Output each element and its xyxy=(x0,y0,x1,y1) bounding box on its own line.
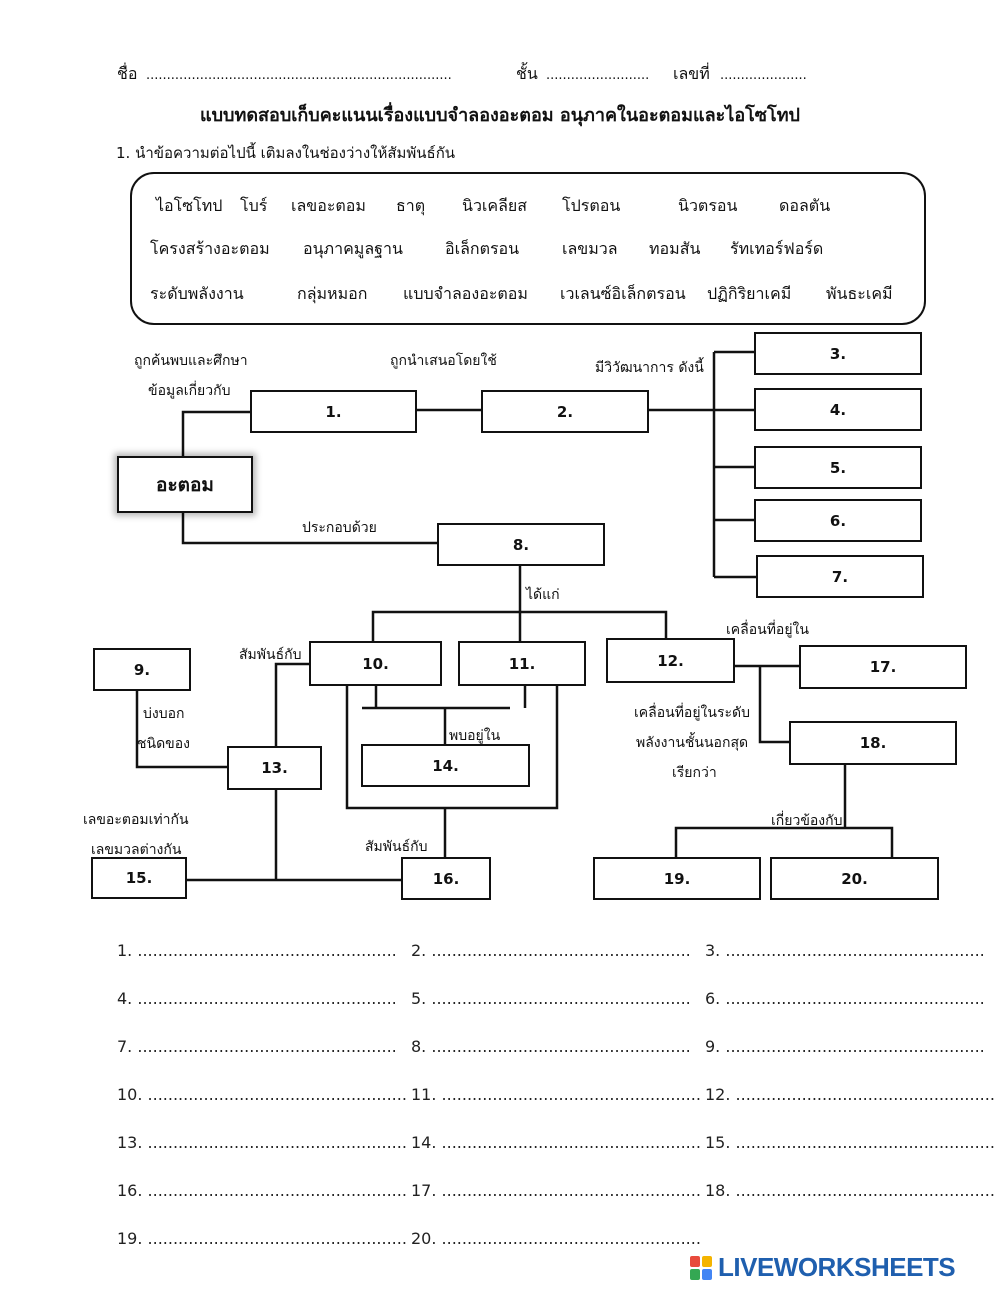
answer-line-3[interactable]: 3. ................................................... xyxy=(705,941,985,960)
word-item: ระดับพลังงาน xyxy=(150,284,244,303)
word-item: ธาตุ xyxy=(396,196,426,215)
answer-line-12[interactable]: 12. ................................................... xyxy=(705,1085,995,1104)
name-blank[interactable]: .......................................................................... xyxy=(146,68,452,83)
answer-line-17[interactable]: 17. ................................................... xyxy=(411,1181,701,1200)
word-item: เลขอะตอม xyxy=(291,196,366,215)
blank-box-20[interactable]: 20. xyxy=(770,857,939,900)
label-proposed: ถูกนำเสนอโดยใช้ xyxy=(390,353,497,369)
blank-box-17[interactable]: 17. xyxy=(799,645,967,689)
label-include: ได้แก่ xyxy=(526,587,560,603)
word-item: นิวเคลียส xyxy=(462,196,528,215)
instruction: 1. นำข้อความต่อไปนี้ เติมลงในช่องว่างให้สัมพันธ์กัน xyxy=(116,144,456,162)
answer-line-19[interactable]: 19. ................................................... xyxy=(117,1229,407,1248)
label-relates-16: สัมพันธ์กับ xyxy=(365,839,428,855)
number-label: เลขที่ xyxy=(673,64,710,83)
word-item: รัทเทอร์ฟอร์ด xyxy=(730,239,824,258)
word-item: พันธะเคมี xyxy=(826,284,893,303)
label-outer-3: เรียกว่า xyxy=(672,765,717,781)
word-item: อิเล็กตรอน xyxy=(445,239,520,258)
blank-box-1[interactable]: 1. xyxy=(250,390,417,433)
word-item: เลขมวล xyxy=(562,239,618,258)
label-different-mass: เลขมวลต่างกัน xyxy=(91,842,182,858)
blank-box-2[interactable]: 2. xyxy=(481,390,649,433)
word-item: อนุภาคมูลฐาน xyxy=(303,239,403,258)
logo-text: LIVEWORKSHEETS xyxy=(718,1252,956,1282)
logo-icon xyxy=(690,1256,712,1280)
blank-box-3[interactable]: 3. xyxy=(754,332,922,375)
word-item: ไอโซโทป xyxy=(156,196,223,215)
blank-box-16[interactable]: 16. xyxy=(401,857,491,900)
answer-line-6[interactable]: 6. ................................................... xyxy=(705,989,985,1008)
blank-box-13[interactable]: 13. xyxy=(227,746,322,790)
answer-line-10[interactable]: 10. ................................................... xyxy=(117,1085,407,1104)
blank-box-14[interactable]: 14. xyxy=(361,744,530,787)
blank-box-5[interactable]: 5. xyxy=(754,446,922,489)
answer-line-8[interactable]: 8. ................................................... xyxy=(411,1037,691,1056)
answer-line-9[interactable]: 9. ................................................... xyxy=(705,1037,985,1056)
class-blank[interactable]: ......................... xyxy=(546,68,650,83)
answer-line-18[interactable]: 18. ................................................... xyxy=(705,1181,995,1200)
label-composed: ประกอบด้วย xyxy=(302,520,377,536)
answer-line-20[interactable]: 20. ................................................... xyxy=(411,1229,701,1248)
label-data-about: ข้อมูลเกี่ยวกับ xyxy=(148,383,231,399)
answer-line-13[interactable]: 13. ................................................... xyxy=(117,1133,407,1152)
blank-box-15[interactable]: 15. xyxy=(91,857,187,899)
label-evolution: มีวิวัฒนาการ ดังนี้ xyxy=(595,360,704,376)
word-item: แบบจำลองอะตอม xyxy=(403,284,528,303)
word-item: ปฏิกิริยาเคมี xyxy=(707,284,792,303)
word-item: โบร์ xyxy=(240,196,268,215)
word-item: ทอมสัน xyxy=(649,239,701,258)
label-related-to: เกี่ยวข้องกับ xyxy=(771,813,843,829)
answer-line-4[interactable]: 4. ................................................... xyxy=(117,989,397,1008)
label-relates-10: สัมพันธ์กับ xyxy=(239,647,302,663)
word-item: โครงสร้างอะตอม xyxy=(150,239,270,258)
label-outer-2: พลังงานชั้นนอกสุด xyxy=(636,735,749,751)
blank-box-10[interactable]: 10. xyxy=(309,641,442,686)
answer-line-11[interactable]: 11. ................................................... xyxy=(411,1085,701,1104)
blank-box-8[interactable]: 8. xyxy=(437,523,605,566)
answer-line-16[interactable]: 16. ................................................... xyxy=(117,1181,407,1200)
label-found-in: พบอยู่ใน xyxy=(449,728,501,744)
label-indicates: บ่งบอก xyxy=(143,706,185,722)
blank-box-4[interactable]: 4. xyxy=(754,388,922,431)
label-type-of: ชนิดของ xyxy=(137,736,190,752)
blank-box-6[interactable]: 6. xyxy=(754,499,922,542)
blank-box-19[interactable]: 19. xyxy=(593,857,761,900)
answer-line-2[interactable]: 2. ................................................... xyxy=(411,941,691,960)
blank-box-18[interactable]: 18. xyxy=(789,721,957,765)
word-item: กลุ่มหมอก xyxy=(297,284,368,303)
name-label: ชื่อ xyxy=(117,64,138,83)
answer-line-7[interactable]: 7. ................................................... xyxy=(117,1037,397,1056)
word-item: เวเลนซ์อิเล็กตรอน xyxy=(560,284,686,303)
answer-line-5[interactable]: 5. ................................................... xyxy=(411,989,691,1008)
blank-box-7[interactable]: 7. xyxy=(756,555,924,598)
word-item: โปรตอน xyxy=(562,196,621,215)
blank-box-11[interactable]: 11. xyxy=(458,641,586,686)
word-item: ดอลตัน xyxy=(779,196,831,215)
word-item: นิวตรอน xyxy=(678,196,738,215)
blank-box-12[interactable]: 12. xyxy=(606,638,735,683)
answer-line-15[interactable]: 15. ................................................... xyxy=(705,1133,995,1152)
blank-box-9[interactable]: 9. xyxy=(93,648,191,691)
answer-line-1[interactable]: 1. ................................................... xyxy=(117,941,397,960)
liveworksheets-logo xyxy=(690,1252,955,1283)
label-moves-in: เคลื่อนที่อยู่ใน xyxy=(726,622,809,638)
atom-box: อะตอม xyxy=(117,456,253,513)
label-outer-1: เคลื่อนที่อยู่ในระดับ xyxy=(634,705,750,721)
page-title: แบบทดสอบเก็บคะแนนเรื่องแบบจำลองอะตอม อนุภาคในอะตอมและไอโซโทป xyxy=(200,105,800,126)
class-label: ชั้น xyxy=(516,64,538,83)
number-blank[interactable]: ..................... xyxy=(720,68,807,83)
label-discovered: ถูกค้นพบและศึกษา xyxy=(134,353,248,369)
answer-line-14[interactable]: 14. ................................................... xyxy=(411,1133,701,1152)
label-same-atomic-number: เลขอะตอมเท่ากัน xyxy=(83,812,189,828)
